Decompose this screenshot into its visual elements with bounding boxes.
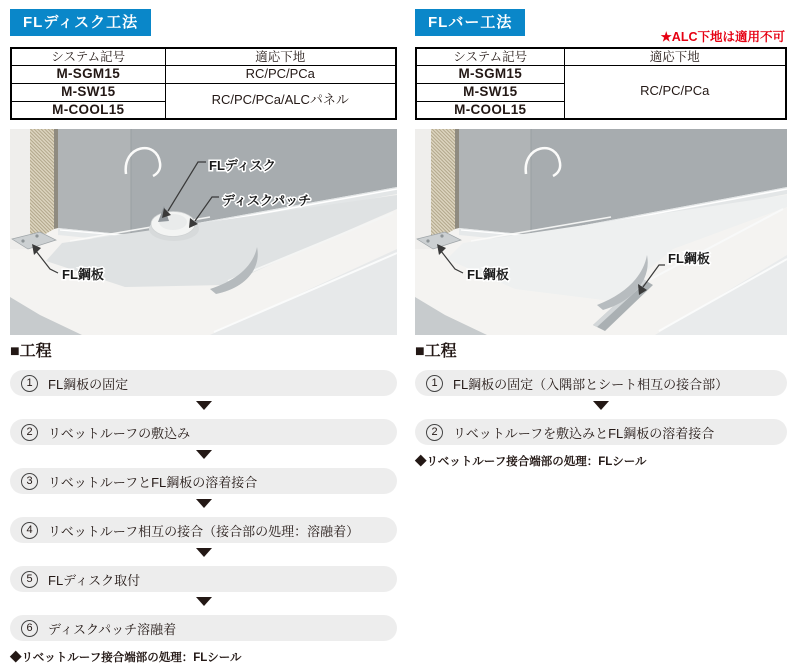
edge-treatment-note: ◆リベットルーフ接合端部の処理：FLシール [415, 456, 647, 468]
step-number-circle: 2 [426, 424, 443, 441]
label-fl-disk: FLディスク [209, 158, 276, 173]
process-step-1 [415, 370, 787, 396]
step-text: リベットルーフとFL鋼板の溶着接合 [48, 474, 258, 490]
col-header-system-code: システム記号 [11, 48, 165, 65]
step-text: FLディスク取付 [48, 572, 141, 588]
cell-substrate-merged: RC/PC/PCa/ALCパネル [165, 83, 396, 119]
table-row [11, 83, 396, 101]
step-number-circle: 3 [21, 473, 38, 490]
cell-system-code: M-SGM15 [11, 65, 165, 83]
process-step-3 [10, 468, 397, 494]
illustration-fl-disk-roof [10, 129, 397, 335]
label-fl-steel-plate: FL鋼板 [62, 267, 104, 282]
section-fl-bar-method [415, 0, 787, 469]
step-text: FL鋼板の固定（入隅部とシート相互の接合部） [453, 376, 729, 392]
col-header-system-code: システム記号 [416, 48, 564, 65]
col-header-substrate: 適応下地 [564, 48, 786, 65]
step-text: リベットルーフの敷込み [48, 425, 191, 441]
illustration-fl-bar-roof [415, 129, 787, 335]
cell-system-code: M-SW15 [416, 83, 564, 101]
cell-substrate: RC/PC/PCa [165, 65, 396, 83]
process-step-4 [10, 517, 397, 543]
step-number-circle: 1 [21, 375, 38, 392]
process-heading: ■工程 [415, 343, 457, 360]
process-heading: ■工程 [10, 343, 52, 360]
step-text: FL鋼板の固定 [48, 376, 129, 392]
step-text: ディスクパッチ溶融着 [48, 621, 177, 637]
wall-insulation-strip [431, 129, 455, 243]
down-arrow-icon [196, 450, 212, 459]
step-text: リベットルーフ相互の接合（接合部の処理：溶融着） [48, 523, 360, 539]
step-number-circle: 4 [21, 522, 38, 539]
step-number-circle: 1 [426, 375, 443, 392]
step-number-circle: 6 [21, 620, 38, 637]
cell-system-code: M-COOL15 [11, 101, 165, 119]
step-text: リベットルーフを敷込みとFL鋼板の溶着接合 [453, 425, 715, 441]
table-header-row [416, 48, 786, 65]
wall-face-left [58, 129, 131, 235]
process-step-1 [10, 370, 397, 396]
label-fl-steel-plate-mid: FL鋼板 [668, 251, 710, 266]
cell-system-code: M-COOL15 [416, 101, 564, 119]
table-row [416, 65, 786, 83]
cell-system-code: M-SW15 [11, 83, 165, 101]
label-fl-steel-plate-left: FL鋼板 [467, 267, 509, 282]
down-arrow-icon [196, 499, 212, 508]
col-header-substrate: 適応下地 [165, 48, 396, 65]
down-arrow-icon [196, 401, 212, 410]
step-number-circle: 2 [21, 424, 38, 441]
label-disk-patch: ディスクパッチ [222, 193, 312, 208]
down-arrow-icon [196, 548, 212, 557]
process-step-2 [10, 419, 397, 445]
process-step-5 [10, 566, 397, 592]
edge-treatment-note: ◆リベットルーフ接合端部の処理：FLシール [10, 652, 242, 664]
step-number-circle: 5 [21, 571, 38, 588]
down-arrow-icon [196, 597, 212, 606]
process-step-2 [415, 419, 787, 445]
down-arrow-icon [593, 401, 609, 410]
cell-substrate-merged: RC/PC/PCa [564, 65, 786, 119]
spec-table-fl-disk [10, 47, 397, 120]
alc-warning-note: ★ALC下地は適用不可 [660, 30, 785, 44]
wall-face-left [459, 129, 531, 235]
section-fl-disk-method [10, 0, 397, 665]
wall-insulation-strip [30, 129, 54, 243]
cell-system-code: M-SGM15 [416, 65, 564, 83]
section-title-fl-disk: FLディスク工法 [10, 9, 151, 36]
table-header-row [11, 48, 396, 65]
spec-table-fl-bar [415, 47, 787, 120]
section-title-fl-bar: FLバー工法 [415, 9, 525, 36]
process-step-6 [10, 615, 397, 641]
table-row [11, 65, 396, 83]
